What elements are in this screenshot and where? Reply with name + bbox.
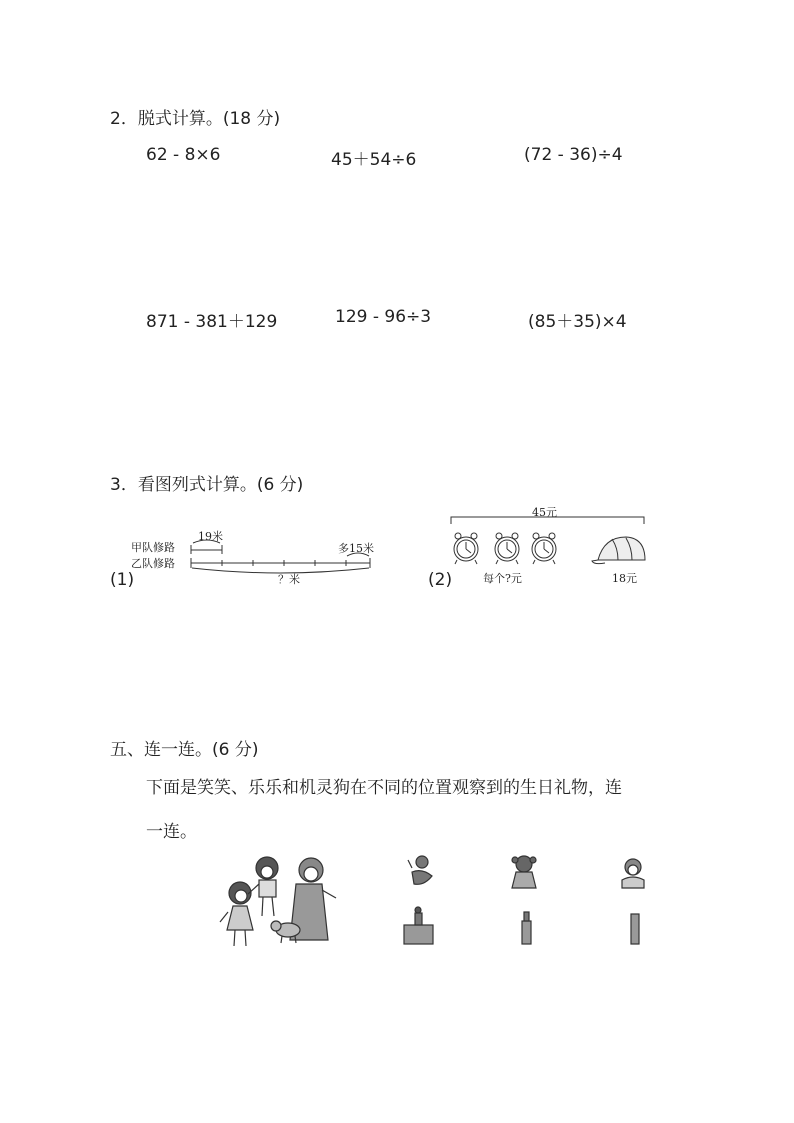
expression-5: 129 - 96÷3 [335, 307, 432, 327]
section-5-title: 五、连一连。(6 分) [110, 740, 259, 760]
total-price: 45元 [532, 506, 557, 519]
team-b-label: 乙队修路 [131, 557, 175, 570]
expression-3: (72 - 36)÷4 [524, 145, 623, 165]
boy-view-icon [622, 859, 644, 888]
gift-side-view-icon [522, 912, 531, 944]
hat-price: 18元 [612, 572, 637, 585]
figure-2-label: (2) [428, 570, 453, 590]
expression-6: (85＋35)×4 [528, 312, 627, 332]
team-a-label: 甲队修路 [131, 541, 175, 554]
instruction-line-2: 一连。 [146, 822, 197, 842]
gift-front-view-icon [404, 907, 433, 944]
expression-2: 45＋54÷6 [331, 150, 417, 170]
each-price: 每个?元 [483, 572, 522, 585]
dog-view-icon [408, 856, 432, 884]
segment-a-length: 19米 [198, 530, 223, 543]
expression-1: 62 - 8×6 [146, 145, 221, 165]
figure-1-label: (1) [110, 570, 135, 590]
section-3-title: 3．看图列式计算。(6 分) [110, 475, 304, 495]
extra-length: 多15米 [338, 542, 374, 555]
instruction-line-1: 下面是笑笑、乐乐和机灵狗在不同的位置观察到的生日礼物，连 [146, 778, 622, 798]
girl-view-icon [512, 856, 536, 888]
section-2-title: 2．脱式计算。(18 分) [110, 109, 281, 129]
unknown-length: ？米 [278, 573, 300, 586]
expression-4: 871 - 381＋129 [146, 312, 278, 332]
gift-narrow-view-icon [631, 914, 639, 944]
